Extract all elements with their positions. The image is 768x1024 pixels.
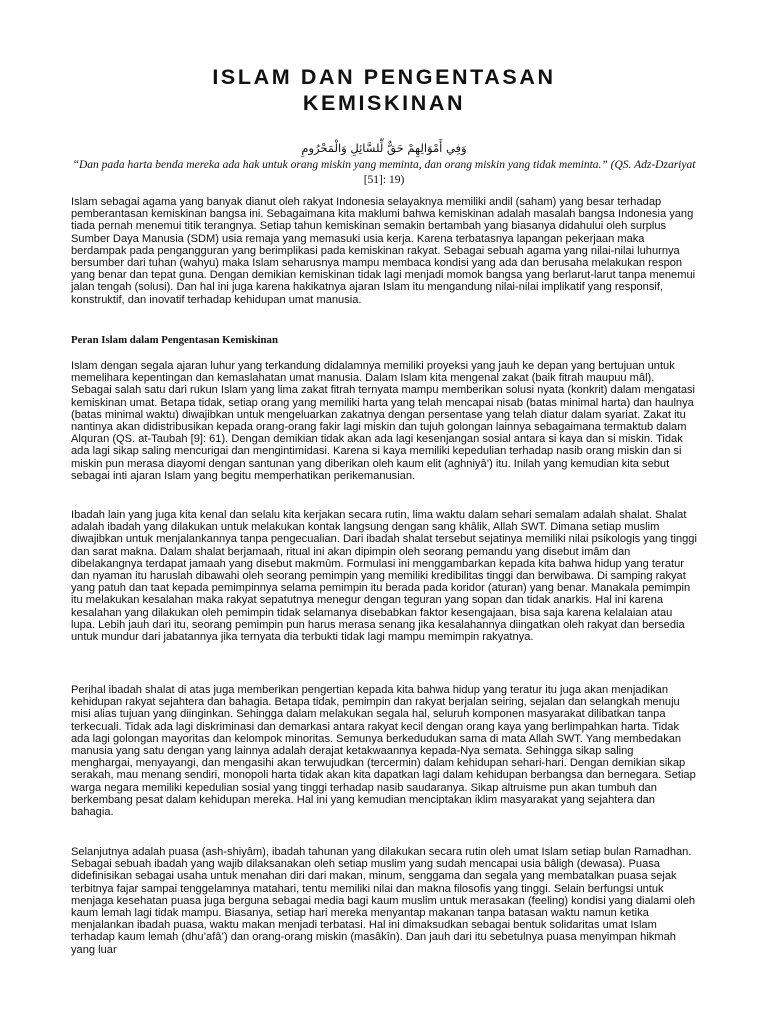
verse-reference: [51]: 19)	[363, 173, 405, 186]
paragraph-puasa: Selanjutnya adalah puasa (ash-shiyâm), ibadah tahunan yang dilakukan secara rutin oleh umat Islam setiap bulan Ramadhan. Sebagai sebuah ibadah yang wajib dilaksanakan oleh setiap muslim yang sudah mencapai usia bâligh (dewasa). Puasa didefinisikan sebagai usaha untuk menahan diri dari makan, minum, senggama dan segala yang membatalkan puasa sejak terbitnya fajar sampai tenggelamnya matahari, tentu memiliki nilai dan makna filosofis yang tinggi. Selain berfungsi untuk menjaga kesehatan puasa juga berguna sebagai media bagi kaum muslim untuk merasakan (feeling) kondisi yang dialami oleh kaum lemah lagi tidak mampu. Biasanya, setiap hari mereka menyantap makanan tanpa batasan waktu namun ketika menjalankan ibadah puasa, waktu makan menjadi terbatasi. Hal ini dimaksudkan sebagai bentuk solidaritas umat Islam terhadap kaum lemah (dhu’afâ’) dan orang-orang miskin (masâkîn). Dan jauh dari itu sebetulnya puasa menyimpan hikmah yang luar	[71, 846, 696, 956]
arabic-verse: وَفِي أَمْوَالِهِمْ حَقٌّ لِّلسَّائِلِ وَالْمَحْرُومِ	[301, 141, 467, 155]
paragraph-zakat: Islam dengan segala ajaran luhur yang terkandung didalamnya memiliki proyeksi yang jauh ke depan yang bertujuan untuk memelihara kepentingan dan kemaslahatan umat manusia. Dalam Islam kita mengenal zakat (baik fitrah maupuu mâl). Sebagai salah satu dari rukun Islam yang lima zakat fitrah ternyata mampu memberikan solusi nyata (konkrit) dalam mengatasi kemiskinan umat. Betapa tidak, setiap orang yang memiliki harta yang telah mencapai nisab (batas minimal harta) dan haulnya (batas minimal waktu) diwajibkan untuk mengeluarkan zakatnya dengan persentase yang telah diatur dalam syariat. Zakat itu nantinya akan didistribusikan kepada orang-orang fakir lagi miskin dan tujuh golongan lainnya sebagaimana termaktub dalam Alquran (QS. at-Taubah [9]: 61). Dengan demikian tidak akan ada lagi kesenjangan sosial antara si kaya dan si miskin. Tidak ada lagi sikap saling mencurigai dan mengintimidasi. Karena si kaya memiliki kepedulian terhadap nasib orang miskin dan si miskin pun merasa diayomi dengan santunan yang diberikan oleh kaum elit (aghniyâ’) itu. Inilah yang kemudian kita sebut sebagai inti ajaran Islam yang begitu memperhatikan perikemanusian.	[71, 360, 696, 482]
verse-translation	[70, 158, 698, 187]
title-line-1: ISLAM DAN PENGENTASAN	[212, 65, 556, 89]
document-title	[60, 64, 708, 116]
section-heading: Peran Islam dalam Pengentasan Kemiskinan	[71, 334, 278, 346]
verse-translation-text: “Dan pada harta benda mereka ada hak untuk orang miskin yang meminta, dan orang miskin yang tidak meminta.” (QS. Adz-Dzariyat	[72, 159, 696, 171]
paragraph-shalat-meaning: Perihal ibadah shalat di atas juga memberikan pengertian kepada kita bahwa hidup yang teratur itu juga akan menjadikan kehidupan rakyat sejahtera dan bahagia. Betapa tidak, pemimpin dan rakyat berjalan seiring, sejalan dan selangkah menuju misi alias tujuan yang diinginkan. Sehingga dalam melakukan segala hal, seluruh komponen masyarakat dilibatkan tanpa terkecuali. Tidak ada lagi diskriminasi dan demarkasi antara rakyat kecil dengan orang kaya yang berlimpahkan harta. Tidak ada lagi golongan mayoritas dan kelompok minoritas. Semunya berkedudukan sama di mata Allah SWT. Yang membedakan manusia yang satu dengan yang lainnya adalah derajat ketakwaannya kepada-Nya semata. Sehingga sikap saling menghargai, menyayangi, dan mengasihi akan terwujudkan (tercermin) dalam kehidupan sehari-hari. Dengan demikian sikap serakah, mau menang sendiri, monopoli harta tidak akan kita dapatkan lagi dalam kehidupan berbangsa dan bernegara. Setiap warga negara memiliki kepedulian sosial yang tinggi terhadap nasib saudaranya. Sikap altruisme pun akan tumbuh dan berkembang pesat dalam kehidupan mereka. Hal ini yang kemudian menciptakan iklim masyarakat yang sejahtera dan bahagia.	[71, 684, 696, 819]
paragraph-shalat: Ibadah lain yang juga kita kenal dan selalu kita kerjakan secara rutin, lima waktu dalam sehari semalam adalah shalat. Shalat adalah ibadah yang dilakukan untuk melakukan kontak langsung dengan sang khâlik, Allah SWT. Dimana setiap muslim diwajibkan untuk menjalankannya tanpa pengecualian. Dari ibadah shalat tersebut sejatinya memiliki nilai psikologis yang tinggi dan sarat makna. Dalam shalat berjamaah, ritual ini akan dipimpin oleh seorang pemandu yang disebut imâm dan dibelakangnya terdapat jamaah yang disebut makmûm. Formulasi ini menggambarkan kepada kita bahwa hidup yang teratur dan nyaman itu haruslah dibawahi oleh seorang pemimpin yang memiliki kredibilitas tinggi dan berwibawa. Di samping rakyat yang patuh dan taat kepada pemimpinnya selama pemimpin itu berada pada koridor (aturan) yang benar. Manakala pemimpin itu melakukan kesalahan maka rakyat sepatutnya menegur dengan teguran yang sopan dan tidak anarkis. Hal ini karena kesalahan yang dilakukan oleh pemimpin tidak selamanya disebabkan faktor kesengajaan, bisa saja karena kelalaian atau lupa. Lebih jauh dari itu, seorang pemimpin pun harus merasa senang jika kesalahannya diingatkan oleh rakyat dan bersedia untuk mundur dari jabatannya jika ternyata dia terbukti tidak lagi mampu memimpin rakyatnya.	[71, 509, 697, 644]
paragraph-intro: Islam sebagai agama yang banyak dianut oleh rakyat Indonesia selayaknya memiliki andil (saham) yang besar terhadap pemberantasan kemiskinan bangsa ini. Sebagaimana kita maklumi bahwa kemiskinan adalah masalah bangsa Indonesia yang tiada pernah menemui titik terangnya. Setiap tahun kemiskinan semakin bertambah yang biasanya didahului oleh surplus Sumber Daya Manusia (SDM) usia remaja yang memasuki usia kerja. Karena terbatasnya lapangan pekerjaan maka berdampak pada pengangguran yang berimplikasi pada kemiskinan rakyat. Sebagai sebuah agama yang nilai-nilai luhurnya bersumber dari tuhan (wahyu) maka Islam seharusnya mampu membaca kondisi yang ada dan berusaha melakukan respon yang benar dan tepat guna. Dengan demikian kemiskinan tidak lagi menjadi momok bangsa yang berlarut-larut tanpa menemui jalan tengah (solusi). Dan hal ini juga karena hakikatnya ajaran Islam itu mengandung nilai-nilai implikatif yang responsif, konstruktif, dan inovatif terhadap kehidupan umat manusia.	[71, 196, 696, 306]
title-line-2: KEMISKINAN	[302, 91, 466, 115]
